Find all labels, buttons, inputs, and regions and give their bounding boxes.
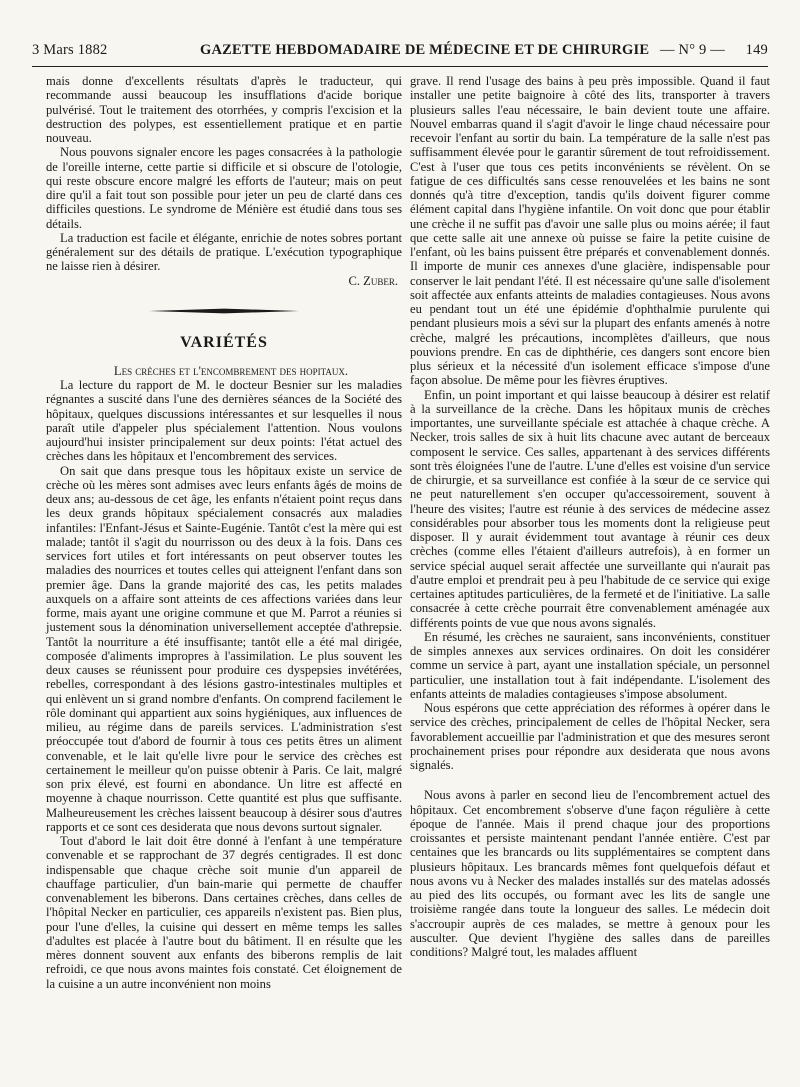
- header-issue-number: — N° 9 —: [660, 42, 725, 58]
- body-paragraph: Tout d'abord le lait doit être donné à l'enfant à une température convenable et se rapprochant de 37 degrés centigrades. Il est donc indispensable que chaque crèche soit munie d'un appareil de chauffage particulier, d'un bain-marie qui permette de chauffer convenablement les biberons. Dans certaines crèches, dans celles de l'hôpital Necker en particulier, ces appareils n'existent pas. Bien plus, pour l'une d'elles, la cuisine qui dessert en même temps les salles d'adultes est placée à l'autre bout du bâtiment. Il en résulte que les mères donnent souvent aux enfants des biberons remplis de lait refroidi, ce que nous avons maintes fois constaté. Cet éloignement de la cuisine a un autre inconvénient non moins: [46, 834, 402, 991]
- body-paragraph: Nous pouvons signaler encore les pages consacrées à la pathologie de l'oreille interne, cette partie si difficile et si obscure de l'otologie, qui reste obscure encore malgré les efforts de l'auteur; mais on peut dire qu'il a fait tout son possible pour jeter un peu de clarté dans ces difficiles questions. Le syndrome de Ménière est étudié dans tous ses détails.: [46, 145, 402, 231]
- body-paragraph: En résumé, les crèches ne sauraient, sans inconvénients, constituer de simples annexes aux services ordinaires. On doit les considérer comme un service à part, ayant une installation spéciale, un personnel particulier, une installation tout à fait indépendante. L'isolement des enfants atteints de maladies contagieuses s'impose absolument.: [410, 629, 770, 701]
- section-subtitle: Les crèches et l'encombrement des hopitaux.: [113, 363, 349, 378]
- paragraph-break: [410, 772, 770, 788]
- body-paragraph: mais donne d'excellents résultats d'après le traducteur, qui recommande aussi beaucoup les insufflations d'acide borique pulvérisé. Tout le traitement des otorrhées, y compris l'excision et la destruction des polypes, est essentiellement pratique et en partie nouveau.: [46, 74, 402, 145]
- body-paragraph: Nous avons à parler en second lieu de l'encombrement actuel des hôpitaux. Cet encombrement s'observe d'une façon régulière à cette époque de l'année. Mais il prend chaque jour des proportions croissantes et persiste maintenant pendant l'année entière. C'est par centaines que les brancards ou lits supplémentaires se comptent dans plusieurs hôpitaux. Les brancards mêmes font quelquefois défaut et nous avons vu à Necker des malades installés sur des matelas adossés au pied des lits occupés, ou formant avec les lits de sangle une troisième rangée dans toute la longueur des salles. Le médecin doit s'accroupir auprès de ces malades, se mettre à genoux pour les ausculter. Que devient l'hygiène des salles dans de pareilles conditions? Malgré tout, les malades affluent: [410, 788, 770, 959]
- left-column: [46, 74, 402, 991]
- body-paragraph: grave. Il rend l'usage des bains à peu près impossible. Quand il faut installer une petite baignoire à côté des lits, transporter à travers plusieurs salles l'eau nécessaire, le bain devient toute une affaire. Nouvel embarras quand il s'agit d'avoir le linge chaud nécessaire pour recevoir l'enfant au sortir du bain. La température de la salle n'est pas suffisamment élevée pour le garantir sûrement de tout refroidissement. C'est à l'user que tous ces petits inconvénients se révèlent. On se fatigue de ces difficultés sans cesse renouvelées et les bains ne sont donnés qu'à titre d'exception, tandis qu'ils doivent figurer comme élément capital dans l'hygiène infantile. On voit donc que pour établir une crèche il ne suffit pas d'avoir une salle plus ou moins aérée; il faut que cette salle ait une annexe où puisse se faire la petite cuisine de l'enfant, où les bains puissent être préparés et convenablement donnés. Il importe de munir ces annexes d'une glacière, indispensable pour conserver le lait pendant l'été. Il est nécessaire qu'une salle d'isolement soit affectée aux enfants atteints de maladies contagieuses. Nous avons eu pendant tout un été une épidémie d'ophthalmie purulente qui pendant plusieurs mois a sévi sur la plupart des enfants amenés à notre crèche, malgré les précautions, incomplètes d'ailleurs, que nous pouvions prendre. En cas de diphthérie, ces dangers sont encore bien plus sérieux et la nécessité d'un isolement efficace s'impose d'une façon absolue. De même pour les fièvres éruptives.: [410, 74, 770, 388]
- header-rule: [32, 66, 768, 67]
- section-title: VARIÉTÉS: [180, 333, 268, 351]
- body-paragraph: La lecture du rapport de M. le docteur Besnier sur les maladies régnantes a suscité dans l'une des dernières séances de la Société des hôpitaux, quelques discussions intéressantes et sur lesquelles il nous paraît utile d'appeler plus spécialement l'attention. Nous voulons aujourd'hui insister principalement sur deux points: l'état actuel des crèches dans les hôpitaux et l'encombrement des services.: [46, 378, 402, 464]
- body-paragraph: On sait que dans presque tous les hôpitaux existe un service de crèche où les mères sont admises avec leurs enfants âgés de moins de deux ans; au-dessous de cet âge, les enfants n'étaient point reçus dans les deux grands hôpitaux spécialement consacrés aux maladies infantiles: l'Enfant-Jésus et Sainte-Eugénie. Tantôt c'est la mère qui est malade; tantôt il s'agit du nourrisson ou des deux à la fois. Dans ces services fort utiles et fort intéressants on peut observer toutes les maladies des nourrices et toutes celles qui atteignent l'enfant dans son premier âge. Dans la grande majorité des cas, les petits malades auxquels on a affaire sont atteints de ces affections variées dans leur forme, mais ayant une origine commune et que M. Parrot a réunies si justement sous la dénomination universellement acceptée d'athrepsie. Tantôt la nourriture a été insuffisante; tantôt elle a été mal dirigée, composée d'aliments impropres à l'assimilation. Le plus souvent les deux causes se réunissent pour produire ces dyspepsies invétérées, rebelles, correspondant à des lésions gastro-intestinales multiples et qui enlèvent un si grand nombre d'enfants. On comprend facilement le rôle dominant qui appartient aux soins hygiéniques, aux influences de milieu, au régime dans de pareils services. L'administration s'est préoccupée tout d'abord de fournir à tous ces petits êtres un aliment convenable, et le lait qu'elle livre pour le service des crèches est certainement le meilleur qu'on puisse obtenir à Paris. Ce lait, malgré son prix élevé, est fourni en abondance. Un litre est affecté en moyenne à chaque nourrisson. Cette quantité est plus que suffisante. Malheureusement les crèches laissent beaucoup à désirer sous d'autres rapports et ce sont ces desiderata que nous devons surtout signaler.: [46, 463, 402, 834]
- header-journal-title: GAZETTE HEBDOMADAIRE DE MÉDECINE ET DE CHIRURGIE: [200, 42, 650, 58]
- tapered-rule-ornament: [149, 308, 299, 314]
- section-separator: [46, 308, 402, 314]
- right-column: [410, 74, 770, 959]
- header-date: 3 Mars 1882: [32, 42, 108, 58]
- running-header: [32, 42, 768, 64]
- header-page-number: 149: [745, 42, 768, 58]
- author-signature: C. Zuber.: [348, 273, 398, 288]
- body-paragraph: La traduction est facile et élégante, enrichie de notes sobres portant généralement sur des détails de pratique. L'exécution typographique ne laisse rien à désirer.: [46, 230, 402, 274]
- body-paragraph: Enfin, un point important et qui laisse beaucoup à désirer est relatif à la surveillance de la crèche. Dans les hôpitaux munis de crèches importantes, une surveillante spéciale est attachée à chaque crèche. A Necker, trois salles de six à huit lits chacune avec autant de berceaux composent le service. Ces salles, appartenant à des services différents sont très éloignées l'une de l'autre. L'une d'elles est voisine d'un service de chirurgie, et sa surveillance est confiée à la sœur de ce service qui ne peut naturellement s'en occuper qu'accessoirement, souvent à l'heure des visites; l'autre est réunie à des services de médecine assez considérables pour absorber tous les moments dont la religieuse peut disposer. Il y aurait évidemment tout avantage à réunir ces deux crèches (comme elles l'étaient d'ailleurs autrefois), à en former un service spécial auquel serait affectée une surveillante qui n'aurait pas d'autre emploi et prendrait peu à peu l'habitude de ce service qui exige certaines aptitudes particulières, de la fermeté et de l'initiative. La salle consacrée à cette crèche pourrait être convenablement aménagée aux différents points de vue que nous avons signalés.: [410, 387, 770, 630]
- body-paragraph: Nous espérons que cette appréciation des réformes à opérer dans le service des crèches, principalement de celles de l'hôpital Necker, sera favorablement accueillie par l'administration et que des mesures seront prochainement prises pour répondre aux desiderata que nous avons signalés.: [410, 701, 770, 772]
